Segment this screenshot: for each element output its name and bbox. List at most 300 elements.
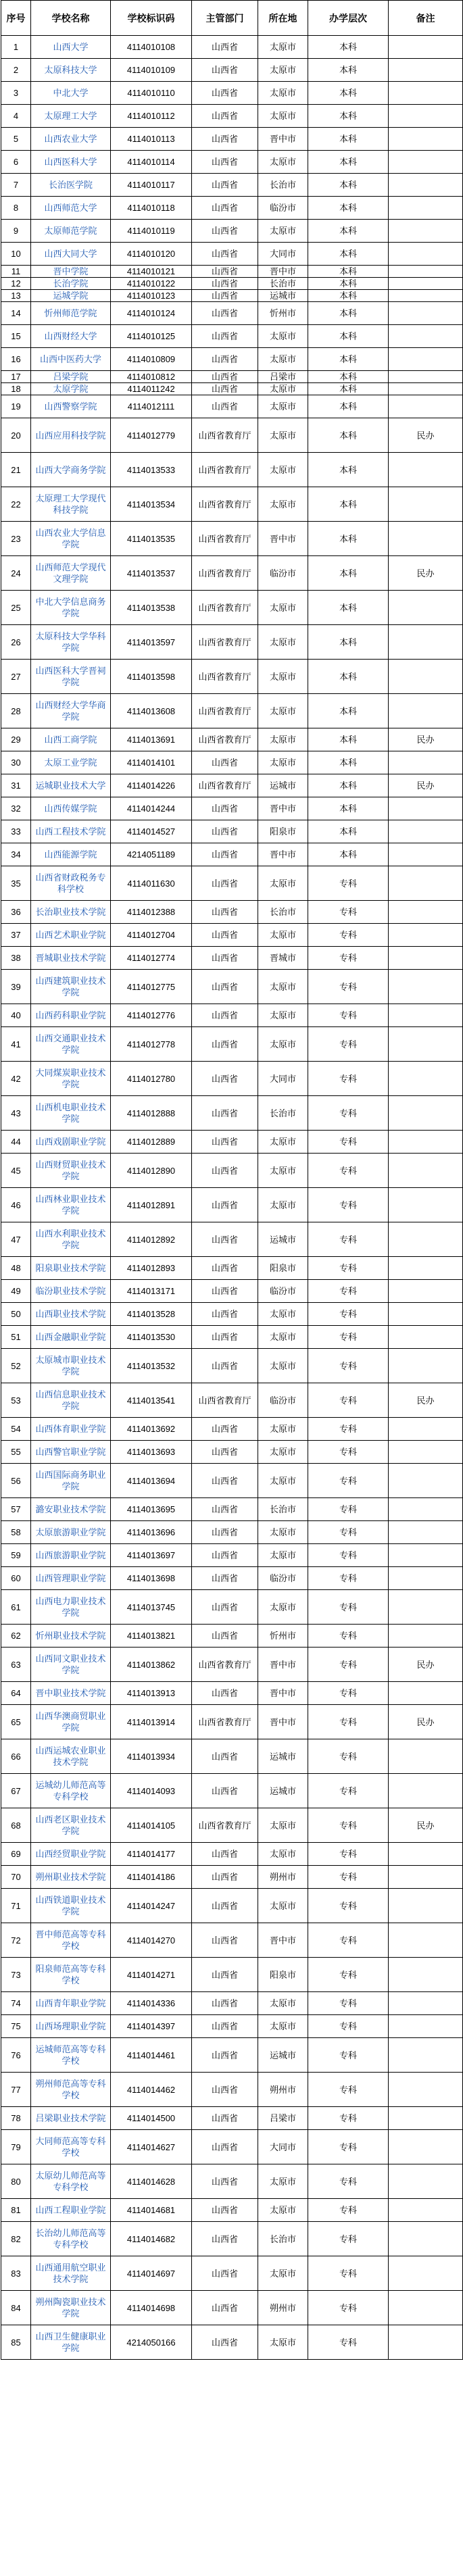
level-cell: 专科 (308, 1923, 389, 1958)
location-cell: 太原市 (258, 2015, 308, 2038)
row-number-cell: 11 (1, 266, 31, 278)
table-row (1, 302, 463, 325)
table-row (1, 1326, 463, 1349)
note-cell (389, 797, 463, 820)
note-cell (389, 591, 463, 625)
school-name-cell: 太原科技大学华科学院 (31, 625, 111, 660)
department-cell: 山西省 (192, 1464, 258, 1498)
location-cell: 太原市 (258, 453, 308, 487)
school-name-cell: 山西省财政税务专科学校 (31, 866, 111, 901)
location-cell: 太原市 (258, 970, 308, 1004)
location-cell: 太原市 (258, 2164, 308, 2199)
level-cell: 本科 (308, 395, 389, 418)
school-name-cell: 山西金融职业学院 (31, 1326, 111, 1349)
school-name-cell: 山西铁道职业技术学院 (31, 1889, 111, 1923)
row-number-cell: 10 (1, 243, 31, 266)
school-code-cell: 4114010119 (111, 220, 192, 243)
row-number-cell: 47 (1, 1222, 31, 1257)
note-cell (389, 751, 463, 774)
school-code-cell: 4114014336 (111, 1992, 192, 2015)
level-cell: 本科 (308, 266, 389, 278)
school-code-cell: 4114011242 (111, 383, 192, 395)
department-cell: 山西省教育厅 (192, 1383, 258, 1418)
table-row (1, 625, 463, 660)
note-cell (389, 453, 463, 487)
school-code-cell: 4114014627 (111, 2130, 192, 2164)
school-code-cell: 4114014105 (111, 1808, 192, 1843)
note-cell (389, 1739, 463, 1774)
school-code-cell: 4114010122 (111, 278, 192, 290)
note-cell (389, 174, 463, 197)
row-number-cell: 2 (1, 59, 31, 82)
department-cell: 山西省 (192, 970, 258, 1004)
department-cell: 山西省 (192, 302, 258, 325)
location-cell: 太原市 (258, 383, 308, 395)
note-cell (389, 1188, 463, 1222)
note-cell: 民办 (389, 1648, 463, 1682)
department-cell: 山西省 (192, 348, 258, 371)
row-number-cell: 59 (1, 1544, 31, 1567)
row-number-cell: 45 (1, 1154, 31, 1188)
table-row (1, 797, 463, 820)
row-number-cell: 8 (1, 197, 31, 220)
department-cell: 山西省 (192, 2164, 258, 2199)
location-cell: 太原市 (258, 348, 308, 371)
table-row (1, 151, 463, 174)
row-number-cell: 4 (1, 105, 31, 128)
note-cell (389, 383, 463, 395)
level-cell: 专科 (308, 1188, 389, 1222)
department-cell: 山西省 (192, 395, 258, 418)
level-cell: 专科 (308, 1992, 389, 2015)
location-cell: 运城市 (258, 1739, 308, 1774)
note-cell (389, 1131, 463, 1154)
location-cell: 长治市 (258, 2222, 308, 2256)
school-code-cell: 4214051189 (111, 843, 192, 866)
school-name-cell: 山西交通职业技术学院 (31, 1027, 111, 1062)
school-name-cell: 山西华澳商贸职业学院 (31, 1705, 111, 1739)
school-name-cell: 吕梁学院 (31, 371, 111, 383)
location-cell: 太原市 (258, 1992, 308, 2015)
department-cell: 山西省 (192, 1280, 258, 1303)
department-cell: 山西省 (192, 371, 258, 383)
row-number-cell: 65 (1, 1705, 31, 1739)
department-cell: 山西省 (192, 924, 258, 947)
table-row (1, 866, 463, 901)
note-cell: 民办 (389, 1383, 463, 1418)
department-cell: 山西省教育厅 (192, 1705, 258, 1739)
note-cell (389, 947, 463, 970)
table-row (1, 1774, 463, 1808)
level-cell: 本科 (308, 843, 389, 866)
level-cell: 专科 (308, 2015, 389, 2038)
location-cell: 太原市 (258, 105, 308, 128)
school-name-cell: 山西农业大学 (31, 128, 111, 151)
table-row (1, 1441, 463, 1464)
table-row (1, 1705, 463, 1739)
school-name-cell: 山西体育职业学院 (31, 1418, 111, 1441)
table-row (1, 660, 463, 694)
department-cell: 山西省 (192, 2073, 258, 2107)
row-number-cell: 17 (1, 371, 31, 383)
row-number-cell: 70 (1, 1866, 31, 1889)
location-cell: 太原市 (258, 1441, 308, 1464)
row-number-cell: 12 (1, 278, 31, 290)
row-number-cell: 77 (1, 2073, 31, 2107)
school-code-cell: 4114014628 (111, 2164, 192, 2199)
note-cell (389, 2164, 463, 2199)
note-cell (389, 128, 463, 151)
department-cell: 山西省 (192, 220, 258, 243)
row-number-cell: 51 (1, 1326, 31, 1349)
school-code-cell: 4114013535 (111, 522, 192, 556)
school-name-cell: 朔州职业技术学院 (31, 1866, 111, 1889)
location-cell: 晋中市 (258, 843, 308, 866)
school-name-cell: 山西通用航空职业技术学院 (31, 2256, 111, 2291)
row-number-cell: 68 (1, 1808, 31, 1843)
table-row (1, 1866, 463, 1889)
department-cell: 山西省教育厅 (192, 556, 258, 591)
location-cell: 临汾市 (258, 1383, 308, 1418)
table-row (1, 924, 463, 947)
table-row (1, 243, 463, 266)
location-cell: 长治市 (258, 1498, 308, 1521)
school-code-cell: 4114014527 (111, 820, 192, 843)
row-number-cell: 33 (1, 820, 31, 843)
school-name-cell: 太原幼儿师范高等专科学校 (31, 2164, 111, 2199)
school-code-cell: 4114013532 (111, 1349, 192, 1383)
school-name-cell: 山西大学 (31, 36, 111, 59)
table-row (1, 1958, 463, 1992)
table-row (1, 901, 463, 924)
department-cell: 山西省 (192, 383, 258, 395)
note-cell (389, 1257, 463, 1280)
school-code-cell: 4114014461 (111, 2038, 192, 2073)
school-name-cell: 潞安职业技术学院 (31, 1498, 111, 1521)
school-code-cell: 4114014244 (111, 797, 192, 820)
school-name-cell: 山西艺术职业学院 (31, 924, 111, 947)
department-cell: 山西省 (192, 1004, 258, 1027)
location-cell: 太原市 (258, 625, 308, 660)
school-code-cell: 4114013171 (111, 1280, 192, 1303)
level-cell: 专科 (308, 1705, 389, 1739)
school-name-cell: 太原理工大学现代科技学院 (31, 487, 111, 522)
table-row (1, 843, 463, 866)
table-row (1, 1498, 463, 1521)
department-cell: 山西省教育厅 (192, 453, 258, 487)
school-code-cell: 4114012388 (111, 901, 192, 924)
row-number-cell: 85 (1, 2325, 31, 2360)
note-cell (389, 1498, 463, 1521)
department-cell: 山西省 (192, 2291, 258, 2325)
location-cell: 太原市 (258, 694, 308, 728)
note-cell (389, 866, 463, 901)
school-name-cell: 阳泉职业技术学院 (31, 1257, 111, 1280)
school-name-cell: 中北大学信息商务学院 (31, 591, 111, 625)
school-code-cell: 4114013538 (111, 591, 192, 625)
table-row (1, 1843, 463, 1866)
note-cell (389, 59, 463, 82)
department-cell: 山西省 (192, 1188, 258, 1222)
school-name-cell: 山西电力职业技术学院 (31, 1590, 111, 1625)
row-number-cell: 6 (1, 151, 31, 174)
note-cell (389, 2107, 463, 2130)
department-cell: 山西省教育厅 (192, 418, 258, 453)
level-cell: 本科 (308, 487, 389, 522)
school-name-cell: 忻州师范学院 (31, 302, 111, 325)
note-cell (389, 1222, 463, 1257)
table-row (1, 453, 463, 487)
note-cell (389, 105, 463, 128)
table-row (1, 105, 463, 128)
department-cell: 山西省 (192, 2256, 258, 2291)
level-cell: 本科 (308, 220, 389, 243)
location-cell: 长治市 (258, 901, 308, 924)
level-cell: 专科 (308, 901, 389, 924)
row-number-cell: 21 (1, 453, 31, 487)
department-cell: 山西省 (192, 2015, 258, 2038)
table-row (1, 728, 463, 751)
school-name-cell: 长治幼儿师范高等专科学校 (31, 2222, 111, 2256)
level-cell: 本科 (308, 325, 389, 348)
table-body (1, 36, 463, 2360)
school-code-cell: 4114014698 (111, 2291, 192, 2325)
table-row (1, 128, 463, 151)
school-name-cell: 山西经贸职业学院 (31, 1843, 111, 1866)
department-cell: 山西省 (192, 1326, 258, 1349)
school-name-cell: 山西老区职业技术学院 (31, 1808, 111, 1843)
school-name-cell: 大同师范高等专科学校 (31, 2130, 111, 2164)
location-cell: 太原市 (258, 1027, 308, 1062)
table-row (1, 1131, 463, 1154)
school-code-cell: 4114013914 (111, 1705, 192, 1739)
department-cell: 山西省 (192, 325, 258, 348)
department-cell: 山西省 (192, 59, 258, 82)
note-cell (389, 2199, 463, 2222)
location-cell: 晋中市 (258, 522, 308, 556)
row-number-cell: 63 (1, 1648, 31, 1682)
note-cell (389, 325, 463, 348)
note-cell (389, 1843, 463, 1866)
school-name-cell: 太原理工大学 (31, 105, 111, 128)
school-name-cell: 晋中学院 (31, 266, 111, 278)
school-name-cell: 山西建筑职业技术学院 (31, 970, 111, 1004)
department-cell: 山西省 (192, 82, 258, 105)
level-cell: 专科 (308, 947, 389, 970)
school-name-cell: 山西警察学院 (31, 395, 111, 418)
school-code-cell: 4114013745 (111, 1590, 192, 1625)
school-name-cell: 山西同文职业技术学院 (31, 1648, 111, 1682)
school-name-cell: 山西应用科技学院 (31, 418, 111, 453)
location-cell: 太原市 (258, 2325, 308, 2360)
row-number-cell: 53 (1, 1383, 31, 1418)
location-cell: 太原市 (258, 1464, 308, 1498)
school-code-cell: 4114010123 (111, 290, 192, 302)
school-name-cell: 运城学院 (31, 290, 111, 302)
school-name-cell: 朔州陶瓷职业技术学院 (31, 2291, 111, 2325)
department-cell: 山西省 (192, 1418, 258, 1441)
note-cell (389, 1590, 463, 1625)
row-number-cell: 40 (1, 1004, 31, 1027)
department-cell: 山西省 (192, 105, 258, 128)
table-row (1, 82, 463, 105)
school-code-cell: 4114012776 (111, 1004, 192, 1027)
table-row (1, 970, 463, 1004)
school-code-cell: 4114013692 (111, 1418, 192, 1441)
row-number-cell: 25 (1, 591, 31, 625)
school-code-cell: 4114014177 (111, 1843, 192, 1866)
row-number-cell: 71 (1, 1889, 31, 1923)
note-cell (389, 1441, 463, 1464)
level-cell: 专科 (308, 1062, 389, 1096)
school-code-cell: 4114013821 (111, 1625, 192, 1648)
note-cell: 民办 (389, 774, 463, 797)
row-number-cell: 18 (1, 383, 31, 395)
note-cell (389, 1096, 463, 1131)
note-cell (389, 820, 463, 843)
location-cell: 太原市 (258, 151, 308, 174)
table-row (1, 2107, 463, 2130)
level-cell: 专科 (308, 1257, 389, 1280)
table-row (1, 820, 463, 843)
school-code-cell: 4114013913 (111, 1682, 192, 1705)
row-number-cell: 74 (1, 1992, 31, 2015)
department-cell: 山西省 (192, 1923, 258, 1958)
school-name-cell: 山西大学商务学院 (31, 453, 111, 487)
school-code-cell: 4114010112 (111, 105, 192, 128)
row-number-cell: 15 (1, 325, 31, 348)
school-code-cell: 4114012779 (111, 418, 192, 453)
row-number-cell: 5 (1, 128, 31, 151)
table-row (1, 278, 463, 290)
school-code-cell: 4114012890 (111, 1154, 192, 1188)
row-number-cell: 76 (1, 2038, 31, 2073)
location-cell: 太原市 (258, 1521, 308, 1544)
school-code-cell: 4114014186 (111, 1866, 192, 1889)
department-cell: 山西省 (192, 1349, 258, 1383)
note-cell (389, 348, 463, 371)
note-cell (389, 1521, 463, 1544)
level-cell: 本科 (308, 82, 389, 105)
location-cell: 长治市 (258, 1096, 308, 1131)
school-code-cell: 4114010113 (111, 128, 192, 151)
department-cell: 山西省教育厅 (192, 728, 258, 751)
level-cell: 本科 (308, 660, 389, 694)
note-cell (389, 2038, 463, 2073)
school-code-cell: 4114013598 (111, 660, 192, 694)
department-cell: 山西省 (192, 2038, 258, 2073)
table-row (1, 751, 463, 774)
row-number-cell: 13 (1, 290, 31, 302)
department-cell: 山西省 (192, 1739, 258, 1774)
level-cell: 本科 (308, 556, 389, 591)
school-name-cell: 山西林业职业技术学院 (31, 1188, 111, 1222)
header-level: 办学层次 (308, 1, 389, 36)
department-cell: 山西省 (192, 1498, 258, 1521)
level-cell: 专科 (308, 2038, 389, 2073)
school-name-cell: 山西青年职业学院 (31, 1992, 111, 2015)
school-name-cell: 长治学院 (31, 278, 111, 290)
level-cell: 专科 (308, 1326, 389, 1349)
row-number-cell: 55 (1, 1441, 31, 1464)
table-row (1, 1096, 463, 1131)
department-cell: 山西省 (192, 820, 258, 843)
header-department: 主管部门 (192, 1, 258, 36)
level-cell: 专科 (308, 866, 389, 901)
row-number-cell: 14 (1, 302, 31, 325)
row-number-cell: 23 (1, 522, 31, 556)
school-code-cell: 4114011630 (111, 866, 192, 901)
row-number-cell: 56 (1, 1464, 31, 1498)
school-code-cell: 4114014697 (111, 2256, 192, 2291)
note-cell (389, 843, 463, 866)
school-name-cell: 晋城职业技术学院 (31, 947, 111, 970)
location-cell: 太原市 (258, 924, 308, 947)
level-cell: 本科 (308, 197, 389, 220)
location-cell: 太原市 (258, 1188, 308, 1222)
school-code-cell: 4114010121 (111, 266, 192, 278)
note-cell (389, 395, 463, 418)
row-number-cell: 49 (1, 1280, 31, 1303)
table-row (1, 1303, 463, 1326)
note-cell (389, 1992, 463, 2015)
location-cell: 太原市 (258, 1590, 308, 1625)
note-cell (389, 197, 463, 220)
row-number-cell: 29 (1, 728, 31, 751)
school-name-cell: 大同煤炭职业技术学院 (31, 1062, 111, 1096)
note-cell (389, 1154, 463, 1188)
school-name-cell: 山西工程职业学院 (31, 2199, 111, 2222)
department-cell: 山西省 (192, 2199, 258, 2222)
row-number-cell: 52 (1, 1349, 31, 1383)
table-row (1, 418, 463, 453)
table-row (1, 1923, 463, 1958)
school-code-cell: 4114012888 (111, 1096, 192, 1131)
school-code-cell: 4114012774 (111, 947, 192, 970)
level-cell: 本科 (308, 797, 389, 820)
location-cell: 太原市 (258, 59, 308, 82)
note-cell (389, 1280, 463, 1303)
note-cell (389, 1682, 463, 1705)
table-row (1, 522, 463, 556)
level-cell: 本科 (308, 302, 389, 325)
school-code-cell: 4114010118 (111, 197, 192, 220)
department-cell: 山西省 (192, 1774, 258, 1808)
school-name-cell: 山西财贸职业技术学院 (31, 1154, 111, 1188)
row-number-cell: 61 (1, 1590, 31, 1625)
row-number-cell: 27 (1, 660, 31, 694)
level-cell: 专科 (308, 1441, 389, 1464)
level-cell: 本科 (308, 371, 389, 383)
school-code-cell: 4114010120 (111, 243, 192, 266)
note-cell (389, 625, 463, 660)
department-cell: 山西省 (192, 1567, 258, 1590)
row-number-cell: 1 (1, 36, 31, 59)
location-cell: 晋中市 (258, 128, 308, 151)
location-cell: 太原市 (258, 487, 308, 522)
note-cell (389, 1303, 463, 1326)
note-cell (389, 151, 463, 174)
school-code-cell: 4114013696 (111, 1521, 192, 1544)
row-number-cell: 83 (1, 2256, 31, 2291)
row-number-cell: 37 (1, 924, 31, 947)
row-number-cell: 22 (1, 487, 31, 522)
row-number-cell: 41 (1, 1027, 31, 1062)
location-cell: 太原市 (258, 728, 308, 751)
table-row (1, 1222, 463, 1257)
department-cell: 山西省 (192, 1131, 258, 1154)
table-row (1, 591, 463, 625)
